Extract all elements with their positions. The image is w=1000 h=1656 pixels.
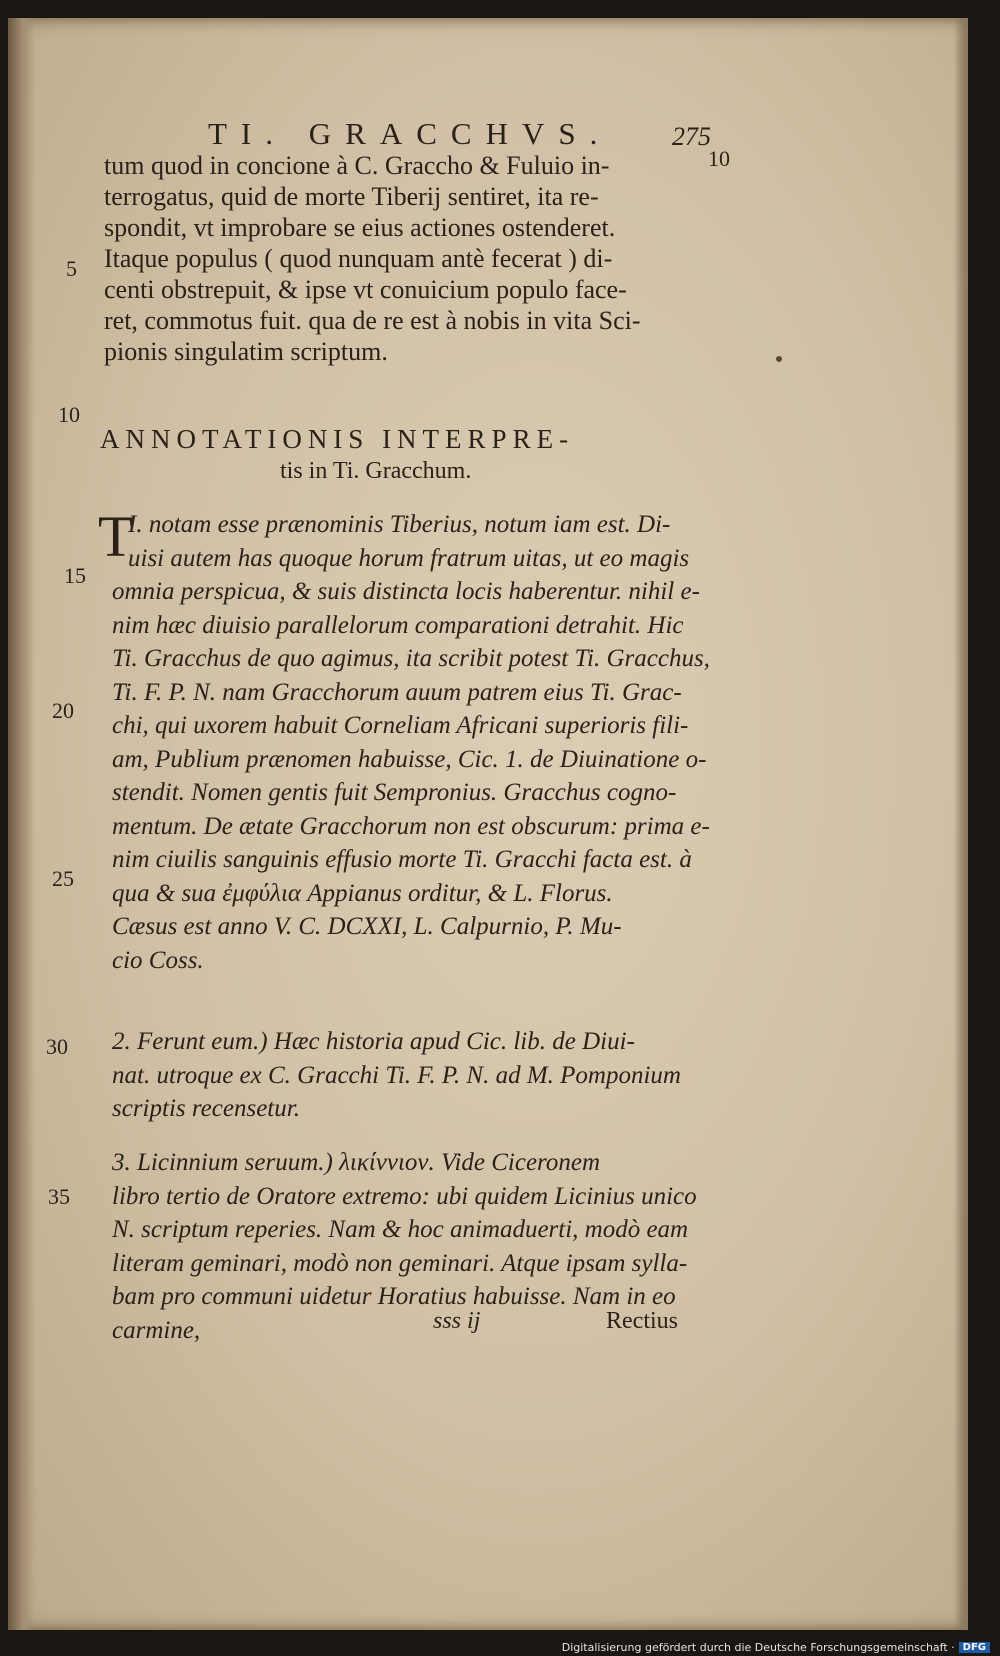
line-number: 30 — [46, 1034, 68, 1059]
paper-spot — [776, 356, 782, 362]
note-line: Cæsus est anno V. C. DCXXI, L. Calpurnio, P. Mu- — [112, 913, 622, 940]
note-line: libro tertio de Oratore extremo: ubi quidem Licinius unico — [112, 1182, 697, 1210]
note-line: bam pro communi uidetur Horatius habuisse. Nam in eo — [112, 1283, 676, 1310]
text-line: terrogatus, quid de morte Tiberij sentiret, ita re- — [104, 182, 599, 211]
line-number: 20 — [52, 698, 74, 723]
digitization-credit — [562, 1641, 990, 1654]
book-page — [8, 18, 968, 1630]
note-line: scriptis recensetur. — [112, 1095, 300, 1122]
note-line: mentum. De ætate Gracchorum non est obscurum: prima e- — [112, 812, 710, 840]
running-title: TI. GRACCHVS. — [208, 116, 612, 151]
line-number: 10 — [708, 146, 730, 171]
note-line: nat. utroque ex C. Gracchi Ti. F. P. N. ad M. Pomponium — [112, 1061, 681, 1089]
line-number: 5 — [66, 256, 77, 281]
line-number: 25 — [52, 866, 74, 891]
note-line: omnia perspicua, & suis distincta locis haberentur. nihil e- — [112, 578, 700, 605]
note-line: N. scriptum reperies. Nam & hoc animaduerti, modò eam — [112, 1216, 689, 1243]
note-line: 2. Ferunt eum.) Hæc historia apud Cic. lib. de Diui- — [112, 1028, 635, 1055]
drop-cap: T — [98, 504, 134, 569]
note-line: carmine, — [112, 1316, 201, 1344]
text-paragraph — [104, 150, 724, 367]
line-number: 35 — [48, 1184, 70, 1209]
text-line: tum quod in concione à C. Graccho & Fuluio in- — [104, 151, 610, 180]
note-line: chi, qui uxorem habuit Corneliam Africani superioris fili- — [112, 712, 689, 739]
section-subheading: tis in Ti. Gracchum. — [280, 458, 472, 484]
note-line: Ti. Gracchus de quo agimus, ita scribit potest Ti. Gracchus, — [112, 645, 710, 672]
note-line: cio Coss. — [112, 946, 204, 974]
text-line: centi obstrepuit, & ipse vt conuicium populo face- — [104, 275, 627, 304]
note-line: uisi autem has quoque horum fratrum uitas, ut eo magis — [128, 544, 690, 572]
catchword: Rectius — [606, 1308, 678, 1334]
note-line: Ti. F. P. N. nam Gracchorum auum patrem eius Ti. Grac- — [112, 678, 682, 706]
text-line: spondit, vt improbare se eius actiones ostenderet. — [104, 213, 616, 242]
text-line: pionis singulatim scriptum. — [104, 337, 388, 366]
note-line: nim hæc diuisio parallelorum comparationi detrahit. Hic — [112, 611, 684, 639]
annotation-note-2 — [112, 1025, 732, 1126]
note-line: nim ciuilis sanguinis effusio morte Ti. Gracchi facta est. à — [112, 846, 692, 873]
page-gutter — [8, 18, 34, 1630]
annotation-note-1 — [112, 508, 732, 977]
note-line: am, Publium prænomen habuisse, Cic. 1. de Diuinatione o- — [112, 745, 707, 773]
text-line: ret, commotus fuit. qua de re est à nobis in vita Sci- — [104, 306, 641, 335]
dfg-logo: DFG — [959, 1642, 990, 1653]
text-line: Itaque populus ( quod nunquam antè fecerat ) di- — [104, 244, 613, 273]
page-number: 275 — [672, 122, 711, 151]
section-heading: ANNOTATIONIS INTERPRE- — [100, 424, 575, 454]
line-number: 10 — [58, 402, 80, 427]
note-line: literam geminari, modò non geminari. Atque ipsam sylla- — [112, 1249, 688, 1277]
signature-mark: sss ij — [433, 1308, 481, 1334]
credit-text: Digitalisierung gefördert durch die Deutsche Forschungsgemeinschaft · — [561, 1641, 955, 1654]
note-line: I. notam esse prænominis Tiberius, notum iam est. Di- — [128, 511, 671, 538]
page-edge — [954, 18, 968, 1630]
note-line: stendit. Nomen gentis fuit Sempronius. Gracchus cogno- — [112, 779, 677, 806]
line-number: 15 — [64, 563, 86, 588]
note-line: 3. Licinnium seruum.) λικίννιον. Vide Ciceronem — [112, 1149, 601, 1176]
note-line: qua & sua ἐμφύλια Appianus orditur, & L. Florus. — [112, 879, 613, 907]
